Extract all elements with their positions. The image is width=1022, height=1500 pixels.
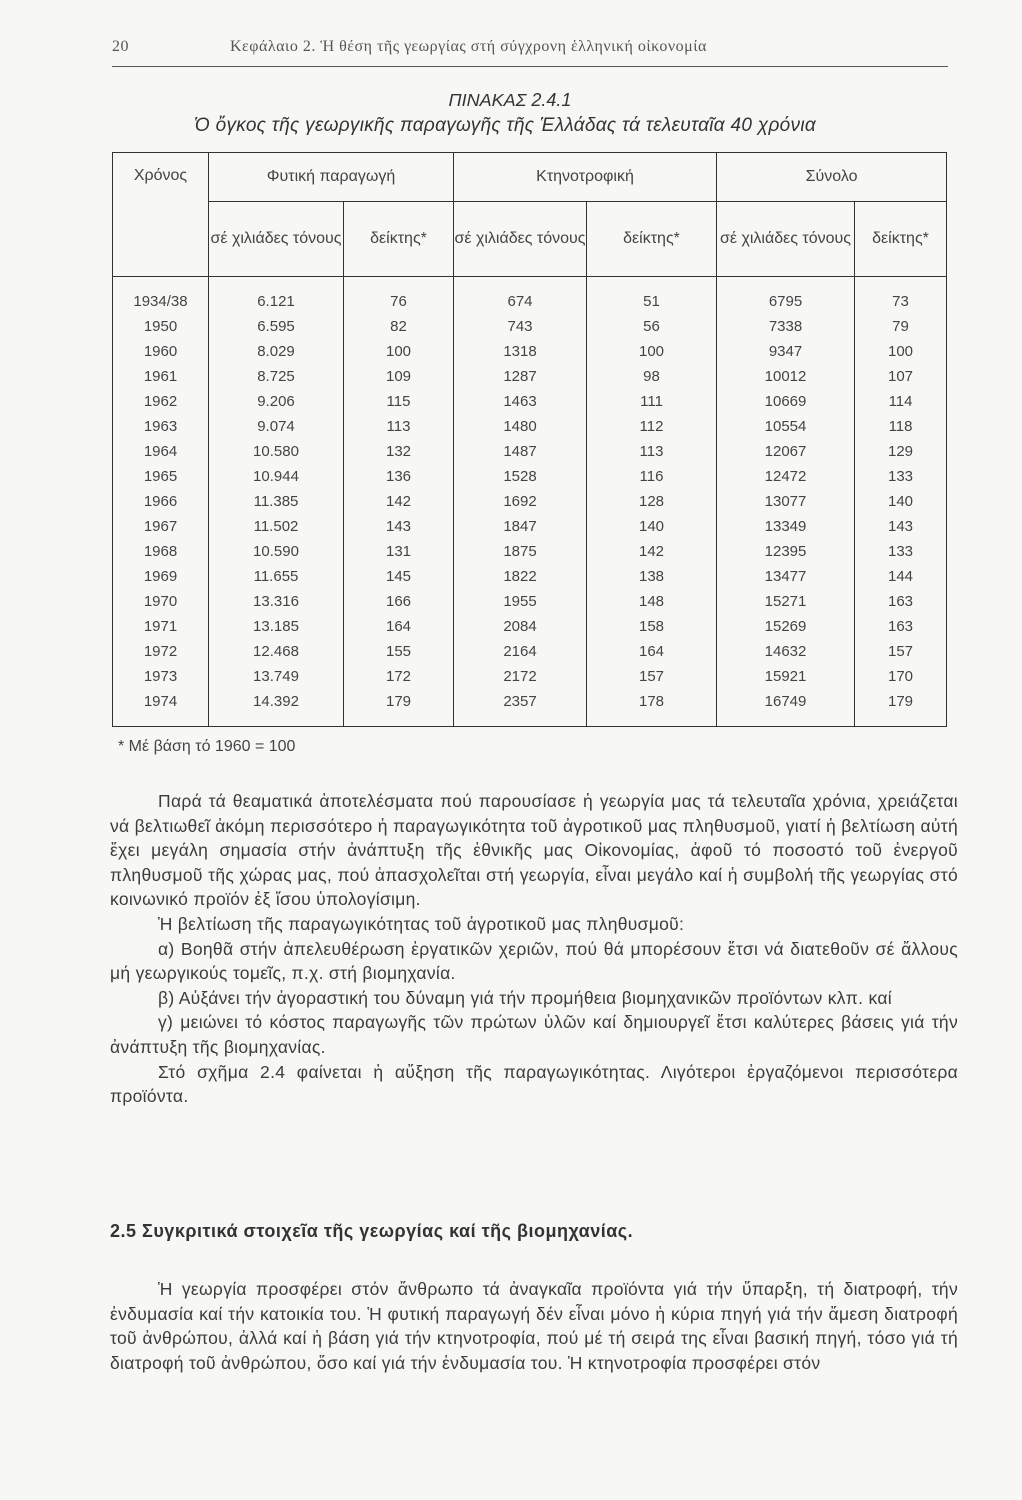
year-cell: 1973 <box>113 664 209 689</box>
list-item-b: β) Αὐξάνει τήν ἀγοραστική του δύναμη γιά τήν προμήθεια βιομηχανικῶν προϊόντων κλπ. καί <box>158 987 892 1008</box>
header-rule <box>112 66 948 67</box>
section-heading: 2.5 Συγκριτικά στοιχεῖα τῆς γεωργίας καί τῆς βιομηχανίας. <box>110 1221 634 1241</box>
value-cell: 145 <box>344 564 454 589</box>
table-row <box>113 514 947 539</box>
value-cell: 100 <box>344 339 454 364</box>
table-row <box>113 439 947 464</box>
year-cell: 1970 <box>113 589 209 614</box>
value-cell: 9347 <box>717 339 855 364</box>
value-cell: 10.580 <box>209 439 344 464</box>
value-cell: 178 <box>587 689 717 727</box>
running-header <box>112 38 948 56</box>
year-cell: 1968 <box>113 539 209 564</box>
value-cell: 73 <box>855 277 947 315</box>
value-cell: 98 <box>587 364 717 389</box>
value-cell: 148 <box>587 589 717 614</box>
value-cell: 12472 <box>717 464 855 489</box>
value-cell: 128 <box>587 489 717 514</box>
table-row <box>113 314 947 339</box>
value-cell: 116 <box>587 464 717 489</box>
value-cell: 16749 <box>717 689 855 727</box>
value-cell: 114 <box>855 389 947 414</box>
table-row <box>113 389 947 414</box>
value-cell: 144 <box>855 564 947 589</box>
subheader-tons: σέ χιλιάδες τόνους <box>454 202 587 277</box>
list-item-c: γ) μειώνει τό κόστος παραγωγῆς τῶν πρώτων ὑλῶν καί δημιουργεῖ ἔτσι καλύτερες βάσεις γιά τήν ἀνάπτυξη τῆς βιομηχανίας. <box>110 1012 958 1057</box>
table-row <box>113 564 947 589</box>
paragraph: Στό σχῆμα 2.4 φαίνεται ἡ αὔξηση τῆς παραγωγικότητας. Λιγότεροι ἐργαζόμενοι περισσότερα προϊόντα. <box>110 1061 958 1107</box>
value-cell: 158 <box>587 614 717 639</box>
value-cell: 76 <box>344 277 454 315</box>
year-cell: 1969 <box>113 564 209 589</box>
value-cell: 14632 <box>717 639 855 664</box>
table-row <box>113 539 947 564</box>
table-row <box>113 277 947 315</box>
value-cell: 143 <box>855 514 947 539</box>
value-cell: 138 <box>587 564 717 589</box>
value-cell: 142 <box>344 489 454 514</box>
value-cell: 140 <box>855 489 947 514</box>
table-title: ΠΙΝΑΚΑΣ 2.4.1 <box>448 90 572 110</box>
value-cell: 118 <box>855 414 947 439</box>
value-cell: 1692 <box>454 489 587 514</box>
year-cell: 1971 <box>113 614 209 639</box>
value-cell: 12.468 <box>209 639 344 664</box>
value-cell: 13477 <box>717 564 855 589</box>
value-cell: 136 <box>344 464 454 489</box>
value-cell: 8.029 <box>209 339 344 364</box>
value-cell: 13.749 <box>209 664 344 689</box>
value-cell: 12067 <box>717 439 855 464</box>
value-cell: 11.385 <box>209 489 344 514</box>
value-cell: 131 <box>344 539 454 564</box>
value-cell: 170 <box>855 664 947 689</box>
value-cell: 7338 <box>717 314 855 339</box>
value-cell: 100 <box>587 339 717 364</box>
value-cell: 109 <box>344 364 454 389</box>
value-cell: 12395 <box>717 539 855 564</box>
value-cell: 163 <box>855 589 947 614</box>
col-header-year: Χρόνος <box>113 153 209 277</box>
value-cell: 82 <box>344 314 454 339</box>
value-cell: 1480 <box>454 414 587 439</box>
value-cell: 132 <box>344 439 454 464</box>
value-cell: 2172 <box>454 664 587 689</box>
subheader-index: δείκτης* <box>344 202 454 277</box>
col-header-plant: Φυτική παραγωγή <box>209 153 454 202</box>
value-cell: 179 <box>855 689 947 727</box>
table-row <box>113 639 947 664</box>
value-cell: 129 <box>855 439 947 464</box>
value-cell: 1955 <box>454 589 587 614</box>
year-cell: 1964 <box>113 439 209 464</box>
table-row <box>113 364 947 389</box>
production-table <box>112 152 947 727</box>
value-cell: 142 <box>587 539 717 564</box>
value-cell: 164 <box>344 614 454 639</box>
subheader-tons: σέ χιλιάδες τόνους <box>717 202 855 277</box>
value-cell: 140 <box>587 514 717 539</box>
value-cell: 172 <box>344 664 454 689</box>
value-cell: 157 <box>587 664 717 689</box>
body-text-block-2 <box>110 1277 958 1375</box>
paragraph: Ἡ βελτίωση τῆς παραγωγικότητας τοῦ ἀγροτικοῦ μας πληθυσμοῦ: <box>158 913 685 934</box>
year-cell: 1966 <box>113 489 209 514</box>
value-cell: 1463 <box>454 389 587 414</box>
paragraph: Ἡ γεωργία προσφέρει στόν ἄνθρωπο τά ἀναγκαῖα προϊόντα γιά τήν ὕπαρξη, τή διατροφή, τήν ἐνδυμασία καί τήν κατοικία του. Ἡ φυτική παραγωγή δέν εἶναι μόνο ἡ κύρια πηγή γιά τήν ἄμεση διατροφή τοῦ ἀνθρώπου, ἀλλά καί ἡ βάση γιά τήν κτηνοτροφία, πού μέ τή σειρά της εἶναι βασική πηγή, τόσο γιά τή διατροφή τοῦ ἀνθρώπου, ὅσο καί γιά τήν ἐνδυμασία του. Ἡ κτηνοτροφία προσφέρει στόν <box>110 1279 958 1373</box>
value-cell: 113 <box>344 414 454 439</box>
value-cell: 133 <box>855 539 947 564</box>
value-cell: 100 <box>855 339 947 364</box>
value-cell: 111 <box>587 389 717 414</box>
value-cell: 15921 <box>717 664 855 689</box>
value-cell: 9.074 <box>209 414 344 439</box>
value-cell: 6.595 <box>209 314 344 339</box>
year-cell: 1963 <box>113 414 209 439</box>
value-cell: 10.944 <box>209 464 344 489</box>
body-text-block-1 <box>110 789 958 1109</box>
value-cell: 166 <box>344 589 454 614</box>
page-number: 20 <box>112 38 129 55</box>
value-cell: 107 <box>855 364 947 389</box>
value-cell: 6795 <box>717 277 855 315</box>
value-cell: 11.655 <box>209 564 344 589</box>
chapter-title: Κεφάλαιο 2. Ἡ θέση τῆς γεωργίας στή σύγχρονη ἑλληνική οἰκονομία <box>230 38 707 55</box>
list-item-a: α) Βοηθᾶ στήν ἀπελευθέρωση ἐργατικῶν χεριῶν, πού θά μπορέσουν ἔτσι νά διατεθοῦν σέ ἄλλους μή γεωργικούς τομεῖς, π.χ. στή βιομηχανία. <box>110 938 958 984</box>
col-header-livestock: Κτηνοτροφική <box>454 153 717 202</box>
value-cell: 13349 <box>717 514 855 539</box>
year-cell: 1962 <box>113 389 209 414</box>
value-cell: 15271 <box>717 589 855 614</box>
year-cell: 1934/38 <box>113 277 209 315</box>
value-cell: 115 <box>344 389 454 414</box>
value-cell: 8.725 <box>209 364 344 389</box>
value-cell: 1822 <box>454 564 587 589</box>
value-cell: 11.502 <box>209 514 344 539</box>
table-row <box>113 664 947 689</box>
value-cell: 2164 <box>454 639 587 664</box>
year-cell: 1950 <box>113 314 209 339</box>
value-cell: 13.185 <box>209 614 344 639</box>
value-cell: 1287 <box>454 364 587 389</box>
value-cell: 2084 <box>454 614 587 639</box>
value-cell: 674 <box>454 277 587 315</box>
value-cell: 143 <box>344 514 454 539</box>
table-row <box>113 689 947 727</box>
value-cell: 133 <box>855 464 947 489</box>
value-cell: 179 <box>344 689 454 727</box>
value-cell: 10669 <box>717 389 855 414</box>
table-row <box>113 339 947 364</box>
table-row <box>113 414 947 439</box>
value-cell: 163 <box>855 614 947 639</box>
value-cell: 112 <box>587 414 717 439</box>
table-subtitle: Ὁ ὄγκος τῆς γεωργικῆς παραγωγῆς τῆς Ἑλλάδας τά τελευταῖα 40 χρόνια <box>194 115 816 136</box>
value-cell: 2357 <box>454 689 587 727</box>
value-cell: 10012 <box>717 364 855 389</box>
year-cell: 1960 <box>113 339 209 364</box>
value-cell: 113 <box>587 439 717 464</box>
value-cell: 13.316 <box>209 589 344 614</box>
value-cell: 1528 <box>454 464 587 489</box>
value-cell: 15269 <box>717 614 855 639</box>
year-cell: 1974 <box>113 689 209 727</box>
value-cell: 51 <box>587 277 717 315</box>
subheader-index: δείκτης* <box>587 202 717 277</box>
value-cell: 155 <box>344 639 454 664</box>
table-row <box>113 489 947 514</box>
year-cell: 1972 <box>113 639 209 664</box>
table-row <box>113 614 947 639</box>
value-cell: 164 <box>587 639 717 664</box>
value-cell: 1487 <box>454 439 587 464</box>
value-cell: 743 <box>454 314 587 339</box>
value-cell: 10554 <box>717 414 855 439</box>
value-cell: 56 <box>587 314 717 339</box>
year-cell: 1965 <box>113 464 209 489</box>
year-cell: 1967 <box>113 514 209 539</box>
table-row <box>113 464 947 489</box>
table-footnote: * Μέ βάση τό 1960 = 100 <box>118 738 296 755</box>
value-cell: 1318 <box>454 339 587 364</box>
value-cell: 79 <box>855 314 947 339</box>
value-cell: 1847 <box>454 514 587 539</box>
value-cell: 13077 <box>717 489 855 514</box>
subheader-tons: σέ χιλιάδες τόνους <box>209 202 344 277</box>
value-cell: 1875 <box>454 539 587 564</box>
year-cell: 1961 <box>113 364 209 389</box>
value-cell: 9.206 <box>209 389 344 414</box>
col-header-total: Σύνολο <box>717 153 947 202</box>
value-cell: 157 <box>855 639 947 664</box>
subheader-index: δείκτης* <box>855 202 947 277</box>
value-cell: 14.392 <box>209 689 344 727</box>
value-cell: 6.121 <box>209 277 344 315</box>
paragraph: Παρά τά θεαματικά ἀποτελέσματα πού παρουσίασε ἡ γεωργία μας τά τελευταῖα χρόνια, χρειάζεται νά βελτιωθεῖ ἀκόμη περισσότερο ἡ παραγωγικότητα τοῦ ἀγροτικοῦ μας πληθυσμοῦ, γιατί ἡ βελτίωση αὐτή ἔχει μεγάλη σημασία στήν ἀνάπτυξη τῆς ἐθνικῆς μας Οἰκονομίας, ἀφοῦ τό ποσοστό τοῦ ἐνεργοῦ πληθυσμοῦ τῆς χώρας μας, πού ἀπασχολεῖται στή γεωργία, εἶναι μεγάλο καί ἡ συμβολή τῆς γεωργίας στό κοινωνικό προϊόν ἐξ ἴσου ὑπολογίσιμη. <box>110 791 958 910</box>
value-cell: 10.590 <box>209 539 344 564</box>
table-row <box>113 589 947 614</box>
